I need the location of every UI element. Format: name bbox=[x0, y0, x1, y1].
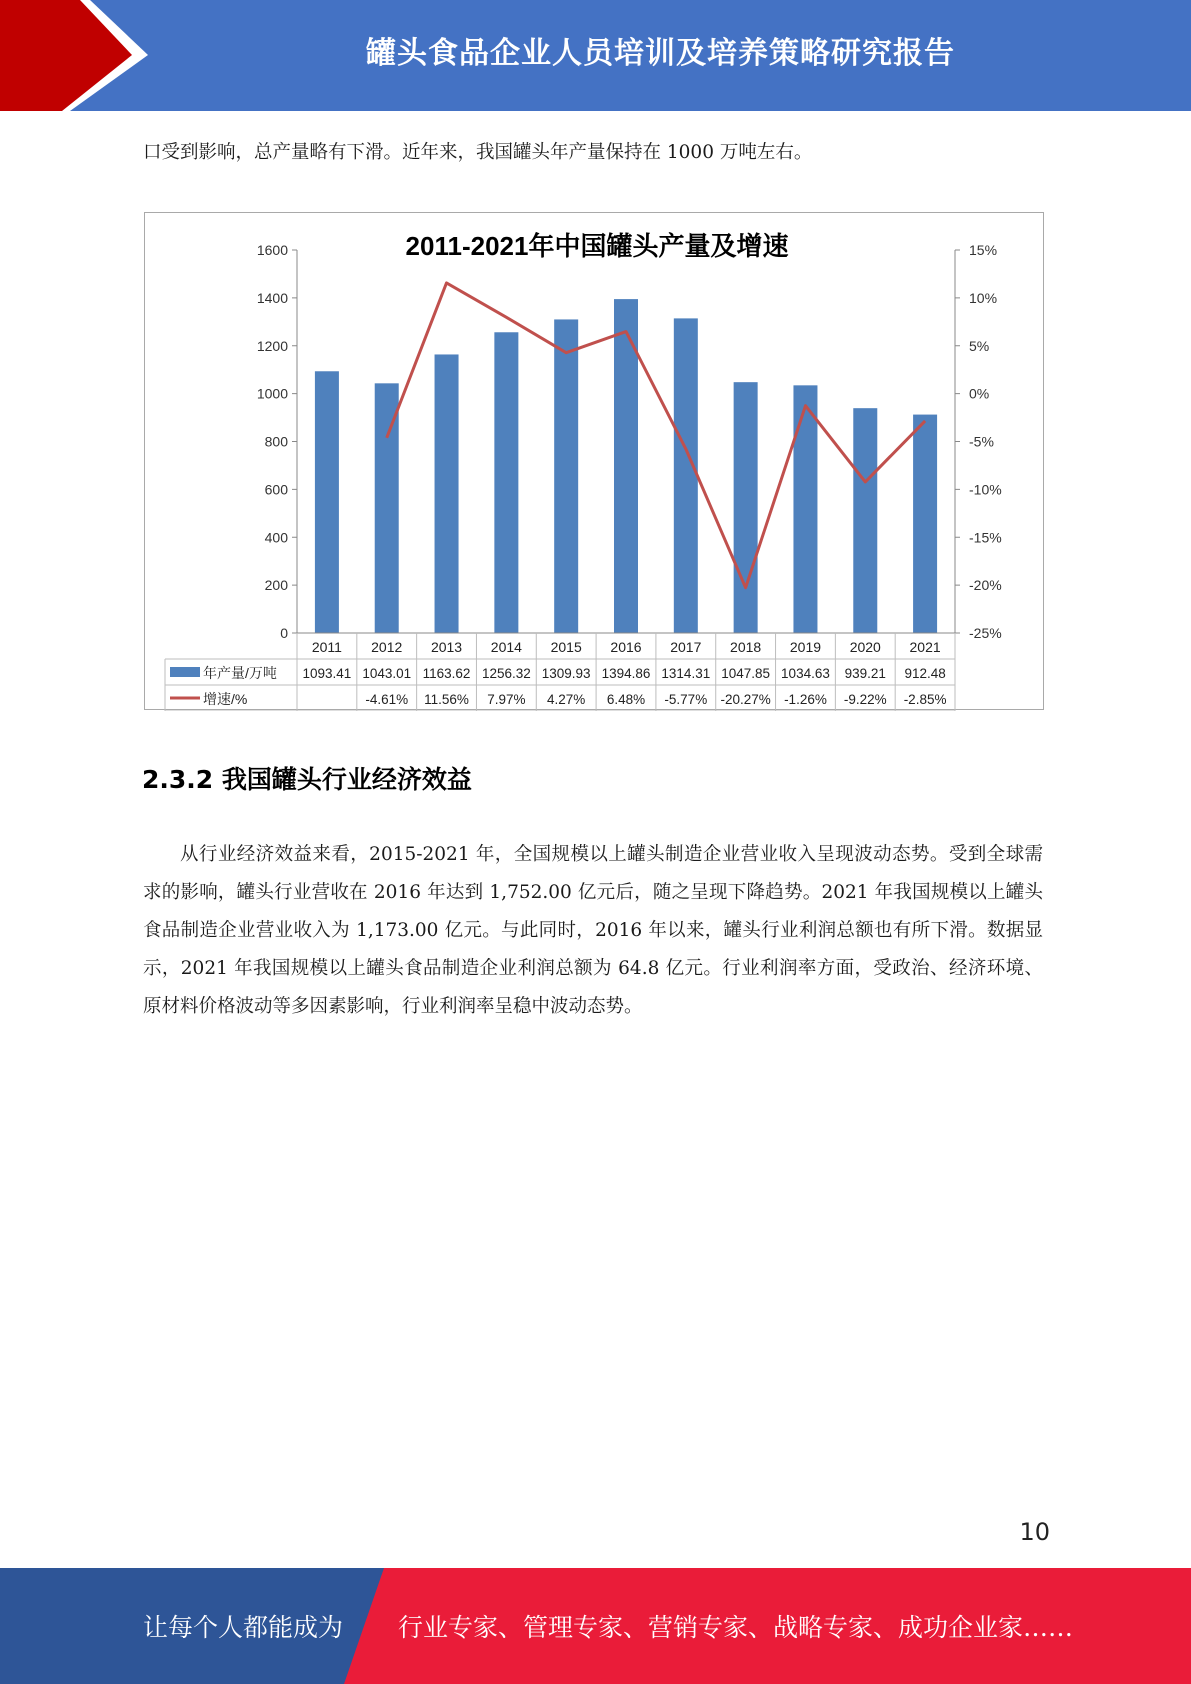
table-cell-production: 1047.85 bbox=[721, 666, 771, 681]
footer-slogan-left: 让每个人都能成为 bbox=[143, 1613, 344, 1642]
chart-title: 2011-2021年中国罐头产量及增速 bbox=[405, 231, 789, 261]
y-right-tick-label: -10% bbox=[969, 481, 1002, 498]
table-cell-growth: 4.27% bbox=[547, 692, 586, 707]
table-cell-production: 1309.93 bbox=[541, 666, 591, 681]
production-bar bbox=[853, 408, 877, 633]
production-chart bbox=[144, 212, 1044, 710]
table-cell-production: 1093.41 bbox=[302, 666, 352, 681]
y-left-tick-label: 200 bbox=[264, 577, 288, 594]
y-right-tick-label: -20% bbox=[969, 577, 1002, 594]
footer-slogan-right: 行业专家、管理专家、营销专家、战略专家、成功企业家…… bbox=[398, 1613, 1074, 1642]
table-cell-production: 939.21 bbox=[844, 666, 886, 681]
y-right-tick-label: -15% bbox=[969, 529, 1002, 546]
x-tick-label: 2021 bbox=[909, 639, 941, 655]
table-cell-growth: -9.22% bbox=[843, 692, 887, 707]
table-cell-production: 1394.86 bbox=[601, 666, 651, 681]
production-bar bbox=[435, 354, 459, 633]
table-cell-production: 1314.31 bbox=[661, 666, 711, 681]
y-left-tick-label: 0 bbox=[280, 625, 288, 641]
table-cell-production: 1163.62 bbox=[422, 666, 471, 681]
y-left-tick-label: 400 bbox=[264, 529, 288, 546]
table-cell-growth: -20.27% bbox=[720, 692, 771, 707]
production-bar bbox=[674, 318, 698, 633]
table-cell-growth: 11.56% bbox=[424, 692, 469, 707]
legend-label-growth: 增速/% bbox=[203, 691, 248, 707]
x-tick-label: 2012 bbox=[371, 639, 403, 655]
x-tick-label: 2016 bbox=[610, 639, 642, 655]
y-right-tick-label: 15% bbox=[969, 242, 998, 258]
production-bar bbox=[375, 383, 399, 633]
x-tick-label: 2017 bbox=[670, 639, 702, 655]
page-number: 10 bbox=[1019, 1518, 1050, 1546]
x-tick-label: 2018 bbox=[730, 639, 762, 655]
production-bar bbox=[554, 319, 578, 633]
x-tick-label: 2019 bbox=[789, 639, 822, 655]
y-left-tick-label: 800 bbox=[264, 433, 288, 450]
report-title: 罐头食品企业人员培训及培养策略研究报告 bbox=[366, 36, 955, 71]
y-left-tick-label: 1600 bbox=[256, 242, 288, 258]
y-right-tick-label: -25% bbox=[969, 625, 1002, 641]
production-bar bbox=[315, 371, 339, 633]
table-cell-production: 1034.63 bbox=[781, 666, 830, 681]
y-left-tick-label: 1000 bbox=[256, 385, 288, 402]
page-footer bbox=[0, 1568, 1191, 1684]
table-cell-production: 912.48 bbox=[904, 666, 946, 681]
table-cell-growth: -5.77% bbox=[664, 692, 708, 707]
page-header bbox=[0, 0, 1191, 111]
section-paragraph: 从行业经济效益来看，2015-2021 年，全国规模以上罐头制造企业营业收入呈现波动态势。受到全球需求的影响，罐头行业营收在 2016 年达到 1,752.00 亿元后，随之呈现下降趋势。2021 年我国规模以上罐头食品制造企业营业收入为 1,173.00 亿元。与此同时，2016 年以来，罐头行业利润总额也有所下滑。数据显示，2021 年我国规模以上罐头食品制造企业利润总额为 64.8 亿元。行业利润率方面，受政治、经济环境、原材料价格波动等多因素影响，行业利润率呈稳中波动态势。 bbox=[143, 844, 1043, 1017]
table-cell-growth: 7.97% bbox=[487, 692, 526, 707]
intro-text: 口受到影响，总产量略有下滑。近年来，我国罐头年产量保持在 1000 万吨左右。 bbox=[143, 142, 813, 163]
section-heading: 2.3.2 我国罐头行业经济效益 bbox=[142, 765, 472, 794]
x-tick-label: 2015 bbox=[550, 639, 582, 655]
table-cell-production: 1256.32 bbox=[481, 666, 531, 681]
production-bar bbox=[494, 332, 518, 633]
y-left-tick-label: 1200 bbox=[256, 337, 288, 354]
table-cell-growth: -1.26% bbox=[784, 692, 827, 707]
production-bar bbox=[793, 385, 817, 633]
table-cell-growth: 6.48% bbox=[606, 692, 646, 707]
x-tick-label: 2011 bbox=[311, 639, 342, 655]
chart-canvas bbox=[145, 213, 1045, 711]
table-cell-production: 1043.01 bbox=[362, 666, 412, 681]
y-right-tick-label: -5% bbox=[969, 433, 994, 450]
legend-swatch-production bbox=[170, 667, 200, 677]
legend-label-production: 年产量/万吨 bbox=[203, 665, 277, 681]
y-right-tick-label: 5% bbox=[969, 337, 990, 354]
table-cell-growth: -4.61% bbox=[365, 692, 409, 707]
table-cell-growth: -2.85% bbox=[903, 692, 947, 707]
x-tick-label: 2013 bbox=[430, 639, 463, 655]
y-left-tick-label: 600 bbox=[264, 481, 288, 498]
y-right-tick-label: 0% bbox=[969, 385, 990, 402]
production-bar bbox=[734, 382, 758, 633]
production-bar bbox=[913, 415, 937, 633]
x-tick-label: 2014 bbox=[490, 639, 522, 655]
y-left-tick-label: 1400 bbox=[256, 289, 288, 306]
y-right-tick-label: 10% bbox=[969, 289, 998, 306]
x-tick-label: 2020 bbox=[849, 639, 881, 655]
growth-rate-line bbox=[387, 283, 925, 588]
